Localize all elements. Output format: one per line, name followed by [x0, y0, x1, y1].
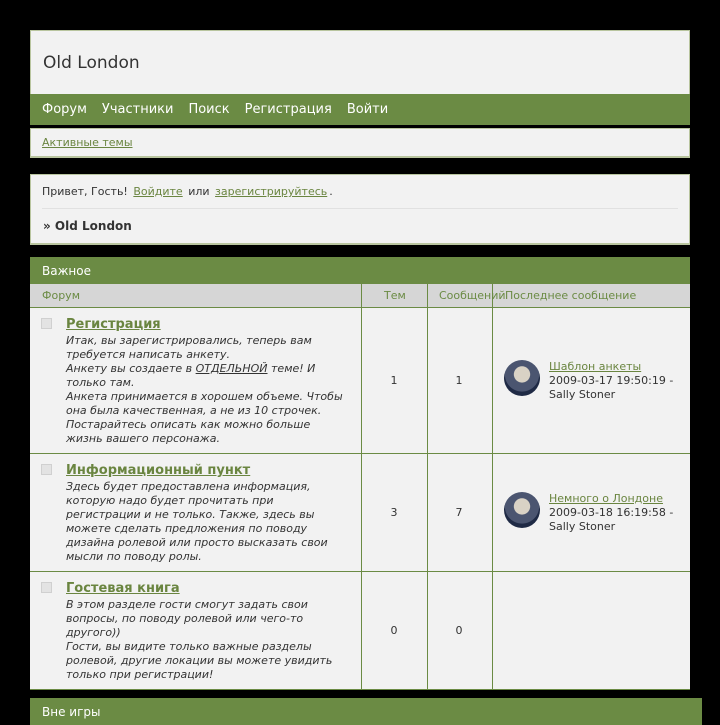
- active-topics-link[interactable]: Активные темы: [42, 136, 133, 149]
- col-divider: [427, 308, 428, 453]
- greeting-line: [42, 185, 333, 198]
- menu-item-register[interactable]: Регистрация: [244, 102, 332, 117]
- register-link[interactable]: зарегистрируйтесь: [215, 185, 328, 198]
- forum-row: [30, 454, 690, 572]
- col-divider: [492, 454, 493, 571]
- last-post-link[interactable]: Немного о Лондоне: [549, 492, 663, 505]
- welcome-box: [30, 174, 690, 245]
- desc-line: Постарайтесь описать как можно больше: [66, 418, 311, 431]
- or-text: или: [188, 185, 210, 198]
- topics-count: 1: [390, 374, 398, 387]
- forum-row: [30, 572, 690, 690]
- desc-line: Итак, вы зарегистрировались, теперь вам: [66, 334, 312, 347]
- col-divider: [427, 454, 428, 571]
- col-divider: [361, 572, 362, 689]
- desc-line: ролевой, другие локации вы можете увидить: [66, 654, 333, 667]
- desc-line: она была качественная, а не из 10 строчек.: [66, 404, 322, 417]
- posts-count: 0: [455, 624, 463, 637]
- site-title-box: [30, 30, 690, 94]
- col-divider: [492, 284, 493, 307]
- menu-item-login[interactable]: Войти: [346, 102, 389, 117]
- forum-status-icon: [41, 582, 52, 593]
- desc-line: требуется написать анкету.: [66, 348, 230, 361]
- desc-line: вопросы, по поводу ролевой или чего-то: [66, 612, 304, 625]
- forum-description: [66, 480, 348, 564]
- col-divider: [361, 284, 362, 307]
- forum-status-icon: [41, 318, 52, 329]
- main-menu: [30, 94, 690, 125]
- desc-line: которую надо будет прочитать при: [66, 494, 274, 507]
- col-divider: [361, 454, 362, 571]
- avatar[interactable]: [504, 492, 540, 528]
- avatar[interactable]: [504, 360, 540, 396]
- forum-category: [30, 257, 690, 690]
- desc-line: можете сделать предложения по поводу: [66, 522, 308, 535]
- desc-line: Здесь будет предоставлена информация,: [66, 480, 311, 493]
- column-headers: [30, 284, 690, 308]
- category-title: Важное: [30, 257, 690, 284]
- col-forum: Форум: [42, 289, 80, 302]
- last-post: [549, 360, 673, 402]
- last-post: [549, 492, 673, 534]
- menu-item-users[interactable]: Участники: [101, 102, 174, 117]
- forum-category-title: Вне игры: [30, 698, 702, 725]
- forum-row: [30, 308, 690, 454]
- topics-count: 0: [390, 624, 398, 637]
- desc-text: теме! И: [267, 362, 316, 375]
- menu-item-forum[interactable]: Форум: [42, 102, 87, 117]
- last-post-link[interactable]: Шаблон анкеты: [549, 360, 642, 373]
- desc-line: дизайна ролевой или просто высказать свои: [66, 536, 328, 549]
- forum-description: [66, 598, 348, 682]
- col-divider: [361, 308, 362, 453]
- last-post-author: Sally Stoner: [549, 388, 616, 401]
- last-post-date: 2009-03-17 19:50:19 -: [549, 374, 674, 387]
- col-divider: [427, 284, 428, 307]
- desc-line: В этом разделе гости смогут задать свои: [66, 598, 308, 611]
- login-link[interactable]: Войдите: [133, 185, 183, 198]
- greeting-dot: .: [329, 185, 333, 198]
- col-divider: [492, 572, 493, 689]
- desc-line: жизнь вашего персонажа.: [66, 432, 220, 445]
- forum-status-icon: [41, 464, 52, 475]
- breadcrumb: » Old London: [43, 219, 132, 233]
- col-topics: Тем: [384, 289, 406, 302]
- forum-title[interactable]: Регистрация: [66, 317, 161, 332]
- desc-text: Анкету вы создаете в: [66, 362, 196, 375]
- desc-line: мысли по поводу ролы.: [66, 550, 202, 563]
- desc-line: Анкета принимается в хорошем объеме. Чтобы: [66, 390, 343, 403]
- col-posts: Сообщений: [439, 289, 506, 302]
- forum-title[interactable]: Гостевая книга: [66, 581, 180, 596]
- posts-count: 7: [455, 506, 463, 519]
- desc-line: [66, 362, 348, 376]
- site-title[interactable]: Old London: [43, 53, 140, 73]
- last-post-date: 2009-03-18 16:19:58 -: [549, 506, 674, 519]
- col-divider: [492, 308, 493, 453]
- desc-line: только при регистрации!: [66, 668, 214, 681]
- menu-item-search[interactable]: Поиск: [188, 102, 230, 117]
- submenu: [30, 128, 690, 158]
- posts-count: 1: [455, 374, 463, 387]
- topics-count: 3: [390, 506, 398, 519]
- desc-underlined: ОТДЕЛЬНОЙ: [195, 362, 268, 375]
- desc-line: другого)): [66, 626, 121, 639]
- col-last-post: Последнее сообщение: [505, 289, 637, 302]
- desc-line: только там.: [66, 376, 135, 389]
- last-post-author: Sally Stoner: [549, 520, 616, 533]
- desc-line: регистрации и не только. Также, здесь вы: [66, 508, 315, 521]
- col-divider: [427, 572, 428, 689]
- greeting-text: Привет, Гость!: [42, 185, 128, 198]
- forum-description: [66, 334, 348, 446]
- forum-title[interactable]: Информационный пункт: [66, 463, 251, 478]
- divider: [42, 208, 678, 209]
- header: [30, 30, 690, 158]
- desc-line: Гости, вы видите только важные разделы: [66, 640, 312, 653]
